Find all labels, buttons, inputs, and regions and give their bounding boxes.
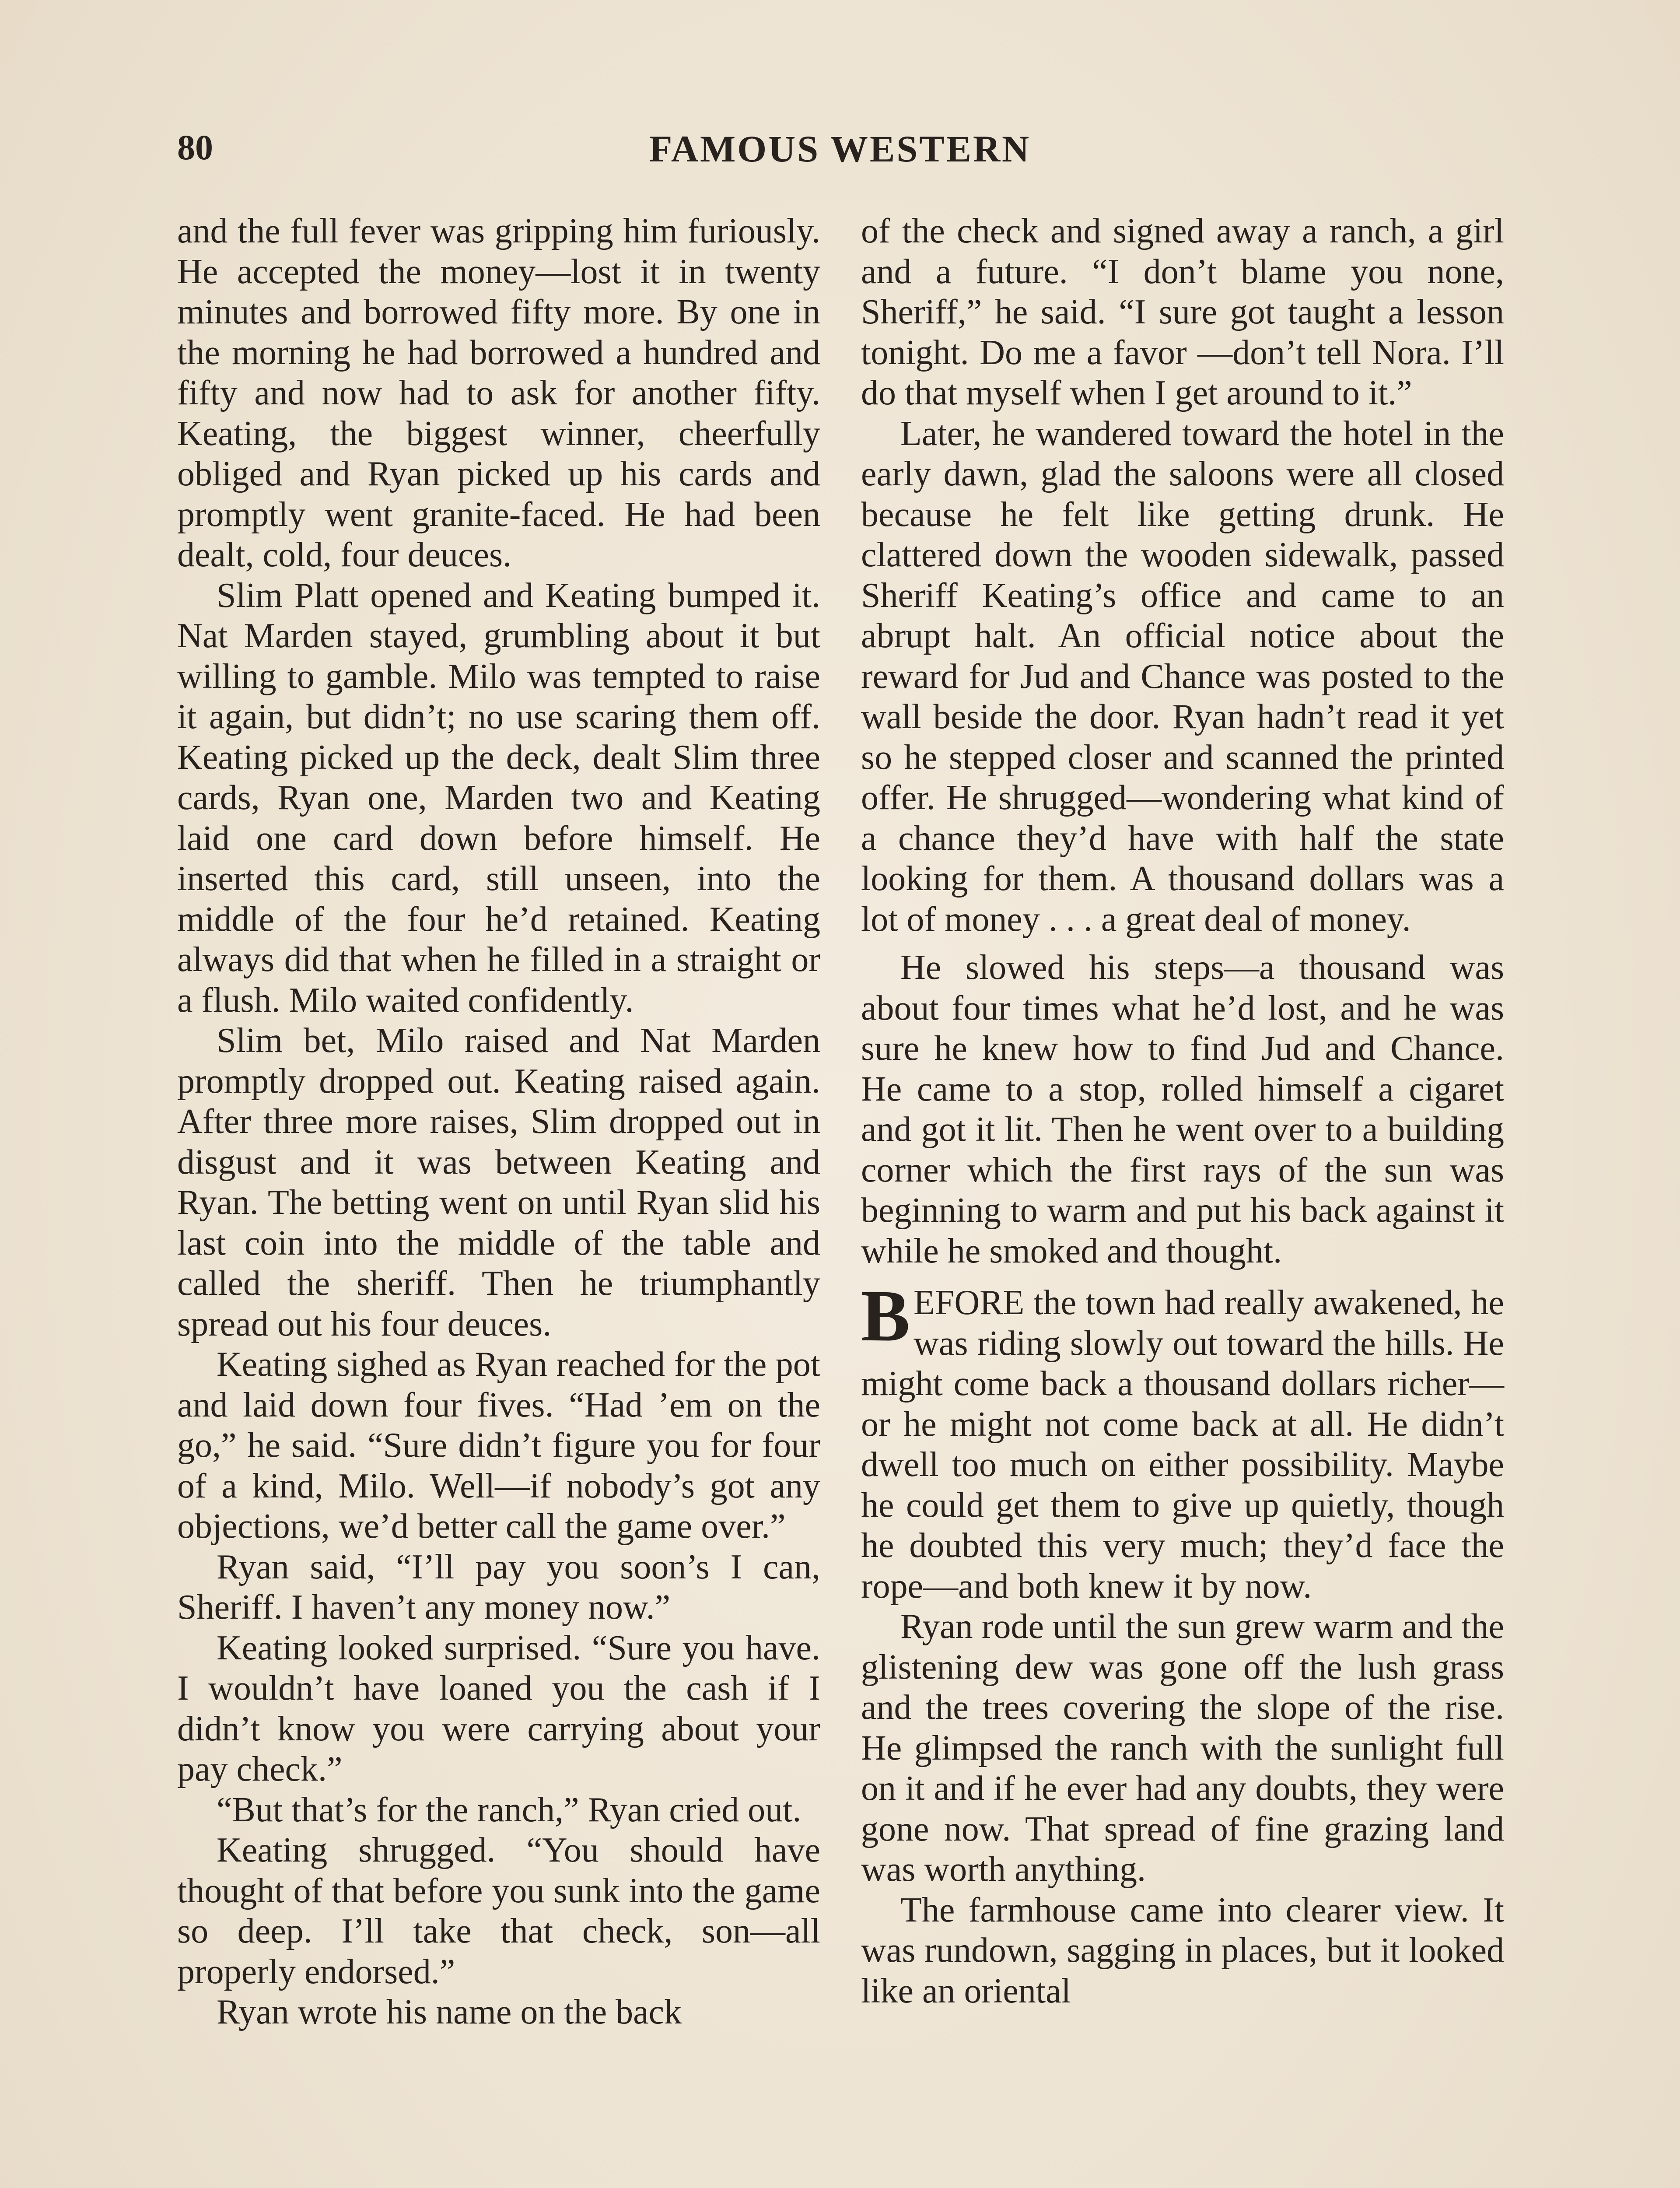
page-number: 80 (177, 127, 213, 167)
paragraph: Ryan wrote his name on the back (217, 1993, 682, 2031)
paragraph: The farmhouse came into clearer view. It was rundown, sagging in places, but it looked like an oriental (861, 1890, 1504, 2010)
paragraph: “But that’s for the ranch,” Ryan cried out. (217, 1790, 802, 1829)
left-column (177, 211, 820, 2033)
paragraph: Later, he wandered toward the hotel in the early dawn, glad the saloons were all closed because he felt like getting drunk. He clattered down the wooden sidewalk, passed Sheriff Keating’s office and came to an abrupt halt. An official notice about the reward for Jud and Chance was posted to the wall beside the door. Ryan hadn’t read it yet so he stepped closer and scanned the printed offer. He shrugged—wondering what kind of a chance they’d have with half the state looking for them. A thousand dollars was a lot of money . . . a great deal of money. (861, 414, 1504, 939)
paragraph: Ryan said, “I’ll pay you soon’s I can, Sheriff. I haven’t any money now.” (177, 1547, 820, 1627)
paragraph: Keating looked surprised. “Sure you have. I wouldn’t have loaned you the cash if I didn’t know you were carrying about your pay check.” (177, 1628, 820, 1788)
paragraph: and the full fever was gripping him furiously. He accepted the money—lost it in twenty minutes and borrowed fifty more. By one in the morning he had borrowed a hundred and fifty and now had to ask for another fifty. Keating, the biggest winner, cheerfully obliged and Ryan picked up his cards and promptly went granite-faced. He had been dealt, cold, four deuces. (177, 212, 820, 574)
section-break-text: EFORE the town had really awakened, he was riding slowly out toward the hills. He might come back a thousand dollars richer—or he might not come back at all. He didn’t dwell too much on either possibility. Maybe he could get them to give up quietly, though he doubted this very much; they’d face the rope—and both knew it by now. (861, 1283, 1504, 1606)
right-column (861, 211, 1504, 2011)
paragraph: Keating shrugged. “You should have thought of that before you sunk into the game so deep. I’ll take that check, son—all properly endorsed.” (177, 1831, 820, 1991)
paragraph: Slim Platt opened and Keating bumped it. Nat Marden stayed, grumbling about it but willing to gamble. Milo was tempted to raise it again, but didn’t; no use scaring them off. Keating picked up the deck, dealt Slim three cards, Ryan one, Marden two and Keating laid one card down before himself. He inserted this card, still unseen, into the middle of the four he’d retained. Keating always did that when he filled in a straight or a flush. Milo waited confidently. (177, 576, 820, 1020)
paragraph: Ryan rode until the sun grew warm and the glistening dew was gone off the lush grass and the trees covering the slope of the rise. He glimpsed the ranch with the sunlight full on it and if he ever had any doubts, they were gone now. That spread of fine grazing land was worth anything. (861, 1607, 1504, 1889)
running-title: FAMOUS WESTERN (649, 128, 1031, 170)
page-header (177, 127, 1503, 179)
paragraph: He slowed his steps—a thousand was about four times what he’d lost, and he was sure he knew how to find Jud and Chance. He came to a stop, rolled himself a cigaret and got it lit. Then he went over to a building corner which the first rays of the sun was beginning to warm and put his back against it while he smoked and thought. (861, 948, 1504, 1270)
paragraph: of the check and signed away a ranch, a girl and a future. “I don’t blame you none, Sheriff,” he said. “I sure got taught a lesson tonight. Do me a favor —don’t tell Nora. I’ll do that myself when I get around to it.” (861, 212, 1504, 412)
paragraph: Slim bet, Milo raised and Nat Marden promptly dropped out. Keating raised again. After three more raises, Slim dropped out in disgust and it was between Keating and Ryan. The betting went on until Ryan slid his last coin into the middle of the table and called the sheriff. Then he triumphantly spread out his four deuces. (177, 1021, 820, 1343)
paragraph: Keating sighed as Ryan reached for the pot and laid down four fives. “Had ’em on the go,” he said. “Sure didn’t figure you for four of a kind, Milo. Well—if nobody’s got any objections, we’d better call the game over.” (177, 1345, 820, 1546)
drop-cap: B (861, 1275, 910, 1357)
section-break-paragraph (861, 1275, 1504, 1606)
